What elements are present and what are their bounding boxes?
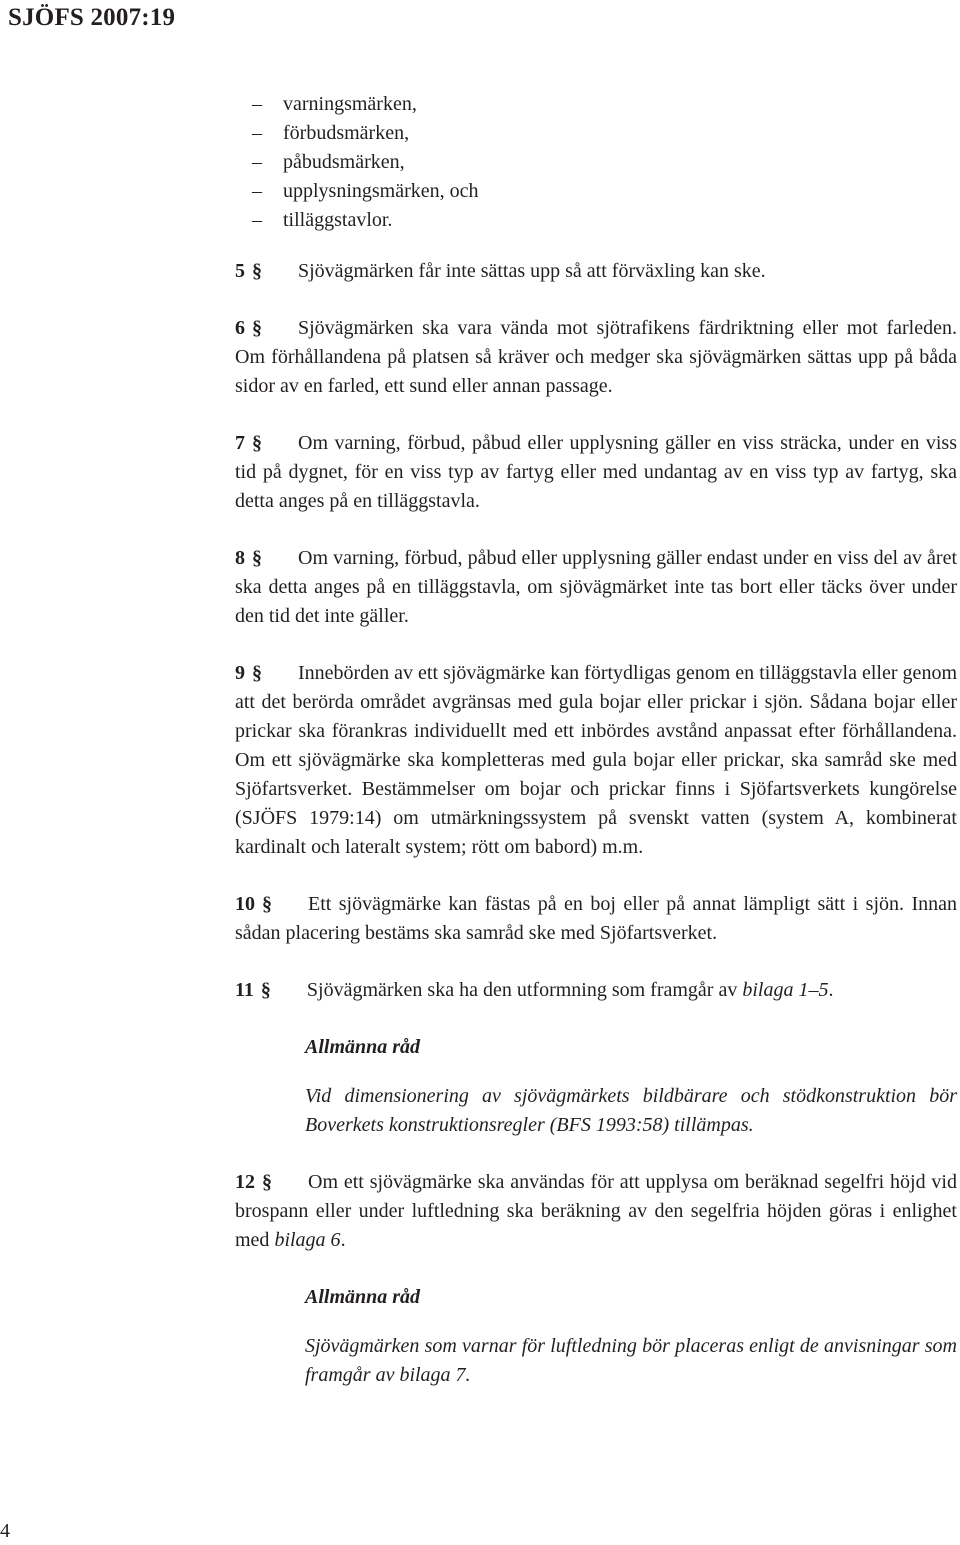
list-item-text: tilläggstavlor. bbox=[283, 209, 393, 231]
paragraph-text: Om varning, förbud, påbud eller upplysning gäller endast under en viss del av året ska detta anges på en tilläggstavla, om sjövägmärket inte tas bort eller täcks över under den tid det inte gäller. bbox=[235, 547, 957, 627]
section-sign: § bbox=[252, 432, 262, 454]
paragraph-8 bbox=[235, 544, 957, 631]
advice-text: Sjövägmärken som varnar för luftledning bör placeras enligt de anvisningar som framgår av bilaga 7. bbox=[305, 1335, 957, 1386]
advice-text: Vid dimensionering av sjövägmärkets bildbärare och stödkonstruktion bör Boverkets konstruktionsregler (BFS 1993:58) tillämpas. bbox=[305, 1085, 957, 1136]
appendix-reference: bilaga 6 bbox=[274, 1229, 341, 1251]
sign-type-list bbox=[252, 90, 479, 235]
section-sign: § bbox=[252, 317, 262, 339]
list-item bbox=[252, 148, 479, 177]
paragraph-text: Om varning, förbud, påbud eller upplysning gäller en viss sträcka, under en viss tid på dygnet, för en viss typ av fartyg eller med undantag av en viss typ av fartyg, ska detta anges på en tilläggstavla. bbox=[235, 432, 957, 512]
paragraph-end: . bbox=[340, 1229, 346, 1251]
paragraph-text: Ett sjövägmärke kan fästas på en boj eller på annat lämpligt sätt i sjön. Innan sådan placering bestäms ska samråd ske med Sjöfartsverket. bbox=[235, 893, 957, 944]
paragraph-9 bbox=[235, 659, 957, 862]
appendix-reference: bilaga 1–5 bbox=[742, 979, 829, 1001]
paragraph-text: Om ett sjövägmärke ska användas för att upplysa om beräknad segelfri höjd vid brospann eller under luftledning ska beräkning av den segelfria höjden göras i enlighet med bbox=[235, 1171, 957, 1251]
paragraph-number: 12 bbox=[235, 1171, 255, 1193]
paragraph-end: . bbox=[828, 979, 834, 1001]
list-dash: – bbox=[252, 151, 262, 173]
list-item-text: upplysningsmärken, och bbox=[283, 180, 479, 202]
list-dash: – bbox=[252, 180, 262, 202]
section-sign: § bbox=[252, 662, 262, 684]
section-sign: § bbox=[252, 260, 262, 282]
paragraph-10 bbox=[235, 890, 957, 948]
section-sign: § bbox=[260, 979, 271, 1001]
general-advice-1 bbox=[305, 1033, 957, 1140]
list-item bbox=[252, 119, 479, 148]
list-dash: – bbox=[252, 93, 262, 115]
list-item-text: varningsmärken, bbox=[283, 93, 417, 115]
regulation-body bbox=[235, 257, 957, 1418]
paragraph-number: 10 bbox=[235, 893, 255, 915]
section-sign: § bbox=[262, 893, 272, 915]
general-advice-2 bbox=[305, 1283, 957, 1390]
document-header: SJÖFS 2007:19 bbox=[8, 4, 176, 31]
section-sign: § bbox=[252, 547, 262, 569]
paragraph-number: 5 bbox=[235, 260, 245, 282]
paragraph-number: 8 bbox=[235, 547, 245, 569]
advice-title: Allmänna råd bbox=[305, 1286, 421, 1308]
paragraph-5 bbox=[235, 257, 957, 286]
paragraph-text: Innebörden av ett sjövägmärke kan förtydligas genom en tilläggstavla eller genom att det berörda området avgränsas med gula bojar eller prickar i sjön. Sådana bojar eller prickar ska förankras individuellt med ett inbördes avstånd anpassat efter förhållandena. Om ett sjövägmärke ska kompletteras med gula bojar eller prickar, ska samråd ske med Sjöfartsverket. Bestämmelser om bojar och prickar finns i Sjöfartsverkets kungörelse (SJÖFS 1979:14) om utmärkningssystem på svenskt vatten (system A, kombinerat kardinalt och lateralt system; rött om babord) m.m. bbox=[235, 662, 957, 858]
paragraph-number: 6 bbox=[235, 317, 245, 339]
list-item-text: påbudsmärken, bbox=[283, 151, 405, 173]
list-item bbox=[252, 90, 479, 119]
paragraph-number: 7 bbox=[235, 432, 245, 454]
paragraph-text: Sjövägmärken ska vara vända mot sjötrafikens färdriktning eller mot farleden. Om förhållandena på platsen så kräver och medger ska sjövägmärken sättas upp på båda sidor av en farled, ett sund eller annan passage. bbox=[235, 317, 957, 397]
paragraph-6 bbox=[235, 314, 957, 401]
paragraph-11 bbox=[235, 976, 957, 1005]
paragraph-number: 11 bbox=[235, 979, 254, 1001]
list-item bbox=[252, 177, 479, 206]
list-item bbox=[252, 206, 479, 235]
page-number: 4 bbox=[0, 1520, 10, 1542]
advice-title: Allmänna råd bbox=[305, 1036, 421, 1058]
paragraph-12 bbox=[235, 1168, 957, 1255]
list-item-text: förbudsmärken, bbox=[283, 122, 410, 144]
section-sign: § bbox=[262, 1171, 272, 1193]
list-dash: – bbox=[252, 209, 262, 231]
paragraph-7 bbox=[235, 429, 957, 516]
paragraph-number: 9 bbox=[235, 662, 245, 684]
paragraph-text: Sjövägmärken ska ha den utformning som framgår av bbox=[306, 979, 743, 1001]
paragraph-text: Sjövägmärken får inte sättas upp så att förväxling kan ske. bbox=[298, 260, 766, 282]
list-dash: – bbox=[252, 122, 262, 144]
